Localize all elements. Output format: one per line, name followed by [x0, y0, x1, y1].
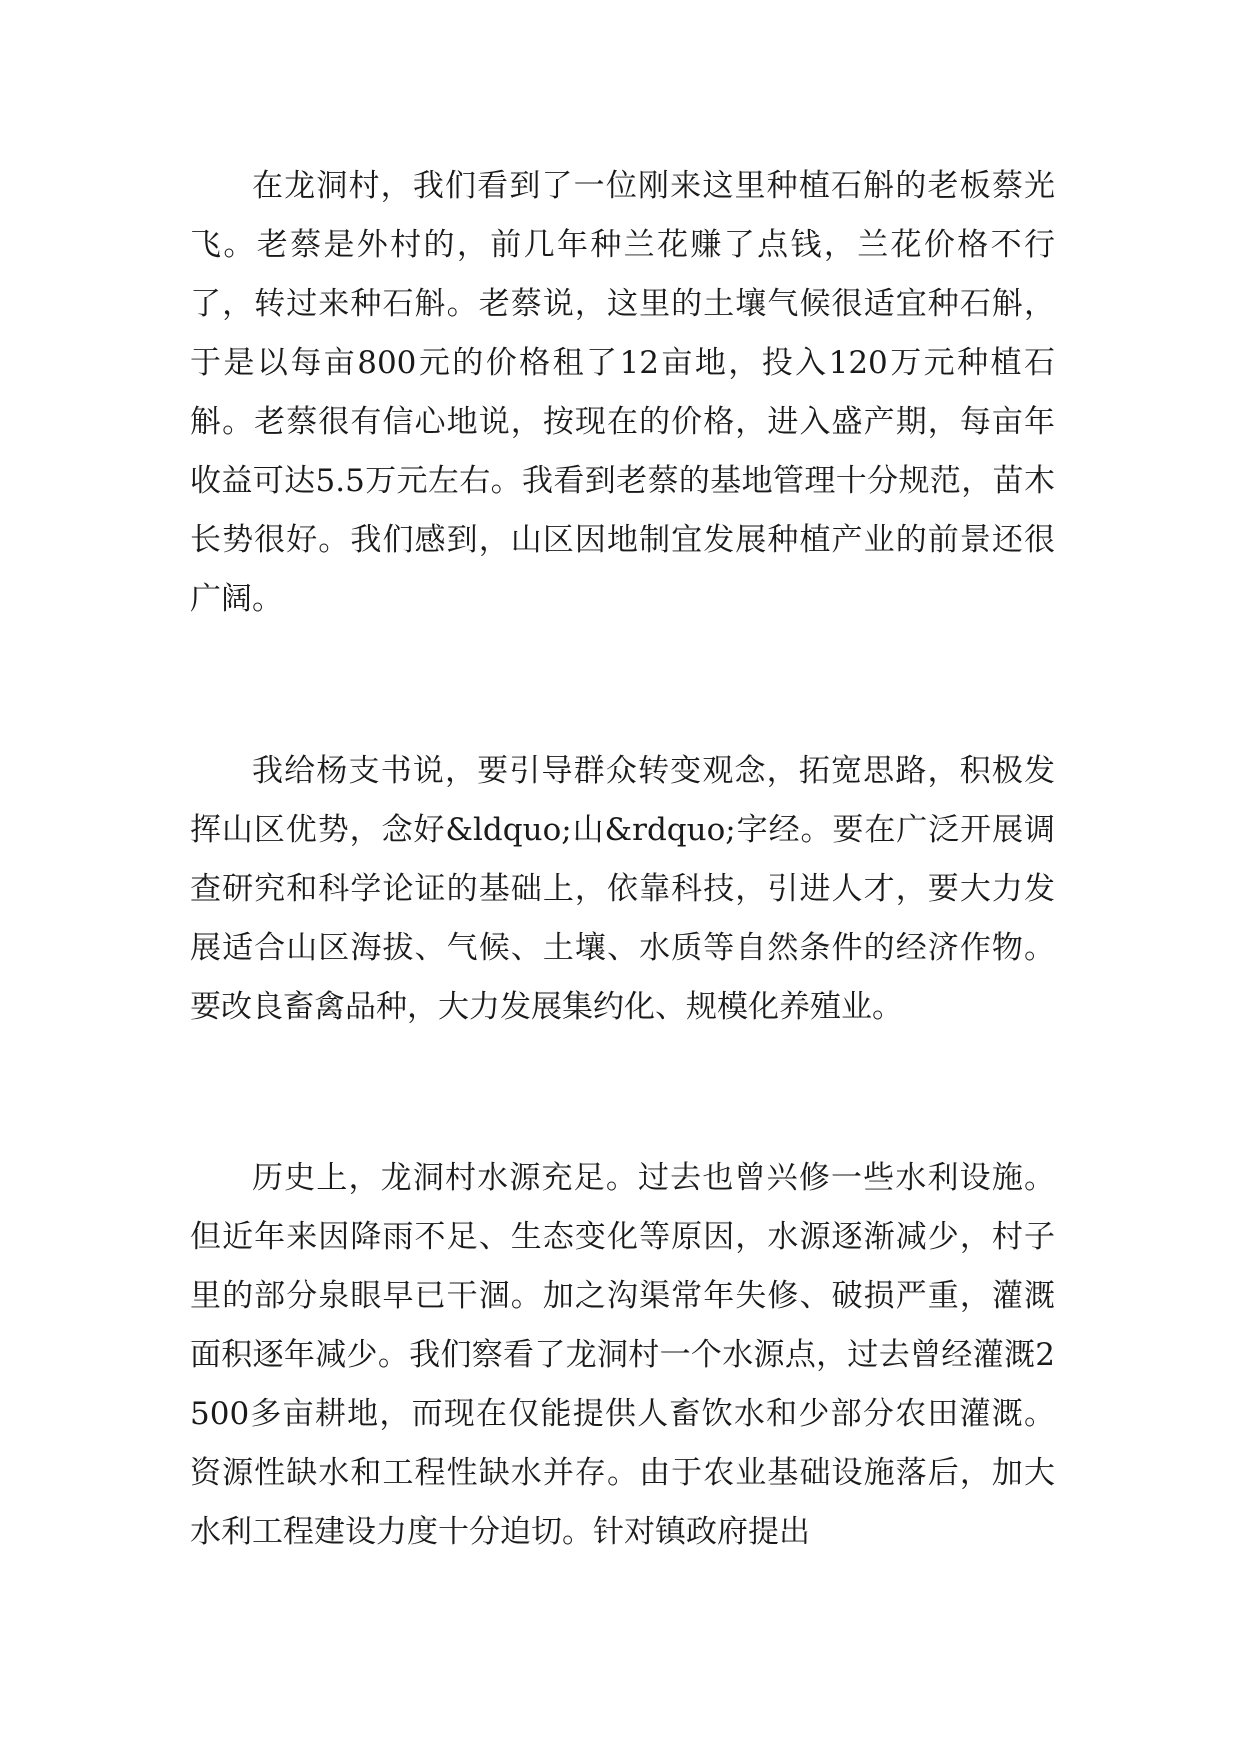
paragraph-water-resources: 历史上，龙洞村水源充足。过去也曾兴修一些水利设施。但近年来因降雨不足、生态变化等原因，水源逐渐减少，村子里的部分泉眼早已干涸。加之沟渠常年失修、破损严重，灌溉面积逐年减少。我们察看了龙洞村一个水源点，过去曾经灌溉2500多亩耕地，而现在仅能提供人畜饮水和少部分农田灌溉。资源性缺水和工程性缺水并存。由于农业基础设施落后，加大水利工程建设力度十分迫切。针对镇政府提出 — [190, 1160, 1055, 1550]
paragraph-cai-guangfei-dendrobium: 在龙洞村，我们看到了一位刚来这里种植石斛的老板蔡光飞。老蔡是外村的，前几年种兰花赚了点钱，兰花价格不行了，转过来种石斛。老蔡说，这里的土壤气候很适宜种石斛，于是以每亩800元的价格租了12亩地，投入120万元种植石斛。老蔡很有信心地说，按现在的价格，进入盛产期，每亩年收益可达5.5万元左右。我看到老蔡的基地管理十分规范，苗木长势很好。我们感到，山区因地制宜发展种植产业的前景还很广阔。 — [190, 168, 1055, 617]
paragraph-guidance-to-secretary: 我给杨支书说，要引导群众转变观念，拓宽思路，积极发挥山区优势，念好&ldquo;山&rdquo;字经。要在广泛开展调查研究和科学论证的基础上，依靠科技，引进人才，要大力发展适合山区海拔、气候、土壤、水质等自然条件的经济作物。要改良畜禽品种，大力发展集约化、规模化养殖业。 — [190, 753, 1055, 1025]
